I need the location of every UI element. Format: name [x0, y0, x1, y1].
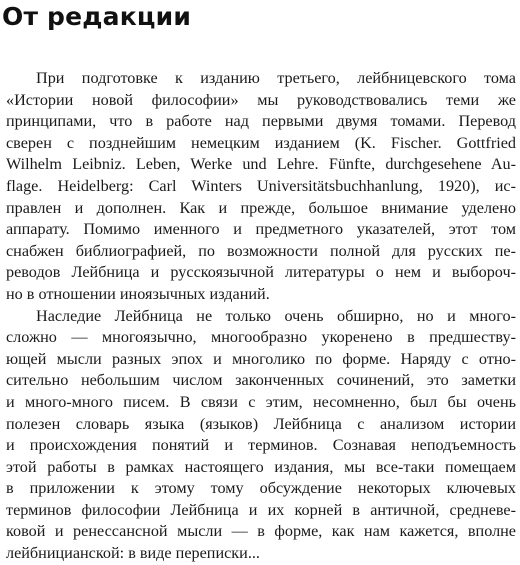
- paragraph-1: [6, 68, 516, 306]
- text-line: в приложении к этому тому обсуждение некоторых ключевых: [6, 479, 516, 498]
- document-body: [6, 68, 516, 565]
- text-line: этой работы в рамках настоящего издания, мы все-таки помещаем: [6, 457, 516, 476]
- text-line: но в отношении иноязычных изданий.: [6, 284, 270, 303]
- text-line: и происхождения понятий и терминов. Сознавая неподъемность: [6, 436, 516, 455]
- text-line: При подготовке к изданию третьего, лейбницевского тома: [36, 69, 516, 87]
- text-line: реводов Лейбница и русскоязычной литературы о нем и выбороч-: [6, 263, 516, 282]
- text-line: «Истории новой философии» мы руководствовались теми же: [6, 90, 516, 109]
- text-line: сительно небольшим числом законченных сочинений, это заметки: [6, 371, 516, 390]
- text-line: сложно — многоязычно, многообразно укоренено в предшеству-: [6, 328, 516, 347]
- text-line: и много-много писем. В связи с этим, несомненно, был бы очень: [6, 392, 516, 411]
- page-title: От редакции: [2, 2, 192, 31]
- text-line: правлен и дополнен. Как и прежде, большое внимание уделено: [6, 198, 516, 217]
- text-line: принципами, что в работе над первыми двумя томами. Перевод: [6, 112, 516, 131]
- text-line: лейбницианской: в виде переписки...: [6, 544, 260, 563]
- text-line: ковой и ренессансной мысли — в форме, как нам кажется, вполне: [6, 522, 516, 541]
- text-line: сверен с позднейшим немецким изданием (K. Fischer. Gottfried: [6, 133, 516, 152]
- text-line: Wilhelm Leibniz. Leben, Werke und Lehre. Fünfte, durchgesehene Au-: [6, 155, 516, 174]
- text-line: аппарату. Помимо именного и предметного указателей, этот том: [6, 220, 516, 239]
- text-line: flage. Heidelberg: Carl Winters Universitätsbuchhanlung, 1920), ис-: [6, 176, 516, 195]
- paragraph-2: [6, 306, 516, 565]
- text-line: полезен словарь языка (языков) Лейбница с анализом истории: [6, 414, 516, 433]
- text-line: терминов философии Лейбница и их корней в античной, средневе-: [6, 500, 516, 519]
- text-line: Наследие Лейбница не только очень обширно, но и много-: [36, 306, 516, 325]
- text-line: ющей мысли разных эпох и многолико по форме. Наряду с отно-: [6, 349, 516, 368]
- text-line: снабжен библиографией, по возможности полной для русских пе-: [6, 241, 516, 260]
